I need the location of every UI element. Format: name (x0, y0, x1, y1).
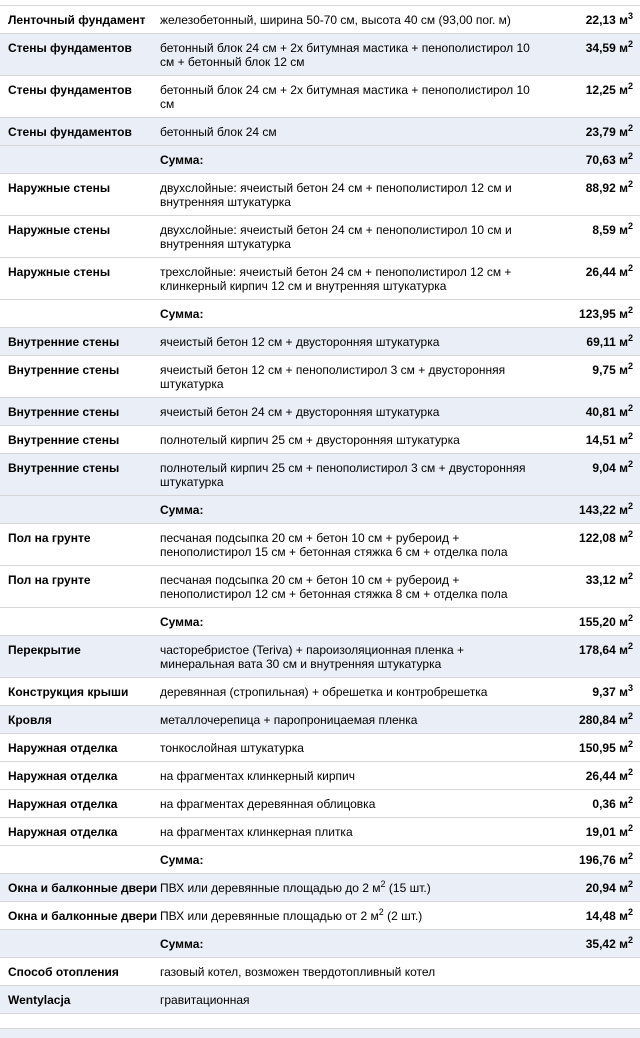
row-description (160, 608, 534, 636)
row-category-label: Стены фундаментов (8, 41, 132, 55)
bottom-spacer (0, 1014, 640, 1029)
row-value-unit: м (619, 685, 628, 699)
table-row (0, 76, 640, 118)
row-value-unit-superscript: 2 (627, 179, 633, 189)
row-value-unit: м (619, 41, 628, 55)
table-row (0, 398, 640, 426)
row-value (534, 34, 640, 76)
row-value-unit-superscript: 2 (627, 739, 633, 749)
row-value-number: 23,79 (585, 125, 620, 139)
row-description (160, 734, 534, 762)
row-value-unit-superscript: 2 (627, 333, 633, 343)
row-value-unit-superscript: 2 (627, 529, 633, 539)
row-value-number: 35,42 (585, 937, 620, 951)
row-description-superscript: 2 (380, 879, 386, 889)
row-value (534, 6, 640, 34)
row-description (160, 356, 534, 398)
row-description-text: бетонный блок 24 см + 2х битумная мастика + пенополистирол 10 см + бетонный блок 12 см (160, 41, 530, 69)
table-row (0, 678, 640, 706)
table-row (0, 258, 640, 300)
table-row (0, 790, 640, 818)
row-description (160, 874, 534, 902)
row-description (160, 76, 534, 118)
row-description-text: бетонный блок 24 см + 2х битумная мастика + пенополистирол 10 см (160, 83, 530, 111)
row-description (160, 986, 534, 1014)
row-category-label (0, 930, 160, 958)
row-value-unit-superscript: 2 (627, 907, 633, 917)
row-value-unit: м (619, 643, 628, 657)
row-value-number: 0,36 (592, 797, 620, 811)
row-description (160, 34, 534, 76)
row-value-unit: м (619, 573, 628, 587)
table-row (0, 118, 640, 146)
row-value (534, 328, 640, 356)
table-row (0, 216, 640, 258)
row-value (534, 76, 640, 118)
row-value-number: 9,75 (592, 363, 620, 377)
row-description-text: на фрагментах клинкерная плитка (160, 825, 353, 839)
row-description-text: ячеистый бетон 12 см + двусторонняя штукатурка (160, 335, 440, 349)
row-value-unit-superscript: 2 (627, 459, 633, 469)
row-category-label (0, 496, 160, 524)
row-category-label: Пол на грунте (8, 531, 91, 545)
row-value-unit: м (619, 769, 628, 783)
row-category-label (0, 846, 160, 874)
row-value-unit: м (619, 181, 628, 195)
table-row (0, 874, 640, 902)
row-value-unit: м (619, 223, 628, 237)
row-description (160, 258, 534, 300)
row-value-unit: м (619, 937, 628, 951)
row-description (160, 706, 534, 734)
row-description-text: Сумма: (160, 853, 204, 867)
row-value (534, 524, 640, 566)
row-description (160, 930, 534, 958)
row-value (534, 636, 640, 678)
row-value (534, 608, 640, 636)
row-category-label: Наружные стены (8, 223, 111, 237)
row-value-unit: м (619, 797, 628, 811)
row-value-number: 70,63 (585, 153, 620, 167)
row-description (160, 524, 534, 566)
row-value-number: 14,51 (585, 433, 620, 447)
row-value-number: 9,37 (592, 685, 620, 699)
row-value (534, 734, 640, 762)
row-value (534, 818, 640, 846)
row-description-text: Сумма: (160, 615, 204, 629)
row-category-label: Наружная отделка (8, 769, 118, 783)
row-description-text: двухслойные: ячеистый бетон 24 см + пенополистирол 10 см и внутренняя штукатурка (160, 223, 512, 251)
row-value-number: 33,12 (585, 573, 620, 587)
row-value-unit-superscript: 2 (627, 823, 633, 833)
row-description (160, 790, 534, 818)
row-description (160, 216, 534, 258)
row-value-number: 14,48 (585, 909, 620, 923)
row-value-number: 88,92 (585, 181, 620, 195)
row-description (160, 566, 534, 608)
table-row (0, 636, 640, 678)
row-category-label: Внутренние стены (8, 335, 120, 349)
row-value-unit-superscript: 2 (627, 613, 633, 623)
row-description (160, 174, 534, 216)
row-description-text: часторебристое (Teriva) + пароизоляционная пленка + минеральная вата 30 см и внутренняя штукатурка (160, 643, 464, 671)
row-category-label: Конструкция крыши (8, 685, 129, 699)
row-value-number: 280,84 (579, 713, 620, 727)
row-description-text: Сумма: (160, 937, 204, 951)
row-category-label: Кровля (8, 713, 52, 727)
row-value-unit: м (619, 853, 628, 867)
row-value-number: 155,20 (579, 615, 620, 629)
row-category-label: Пол на грунте (8, 573, 91, 587)
row-description (160, 454, 534, 496)
row-description (160, 902, 534, 930)
row-description (160, 426, 534, 454)
row-value-number: 26,44 (585, 265, 620, 279)
row-value-number: 22,13 (585, 13, 620, 27)
table-row (0, 6, 640, 34)
row-value (534, 216, 640, 258)
row-value-unit: м (619, 433, 628, 447)
row-description-text: ПВХ или деревянные площадью от 2 м (160, 909, 379, 923)
row-description-text: на фрагментах деревянная облицовка (160, 797, 376, 811)
row-value-unit-superscript: 2 (627, 39, 633, 49)
table-row (0, 174, 640, 216)
table-row (0, 496, 640, 524)
row-description-text: ячеистый бетон 24 см + двусторонняя штукатурка (160, 405, 440, 419)
table-row (0, 930, 640, 958)
row-description-text: газовый котел, возможен твердотопливный котел (160, 965, 436, 979)
table-row (0, 608, 640, 636)
row-category-label: Наружные стены (8, 265, 111, 279)
row-value-number: 122,08 (579, 531, 620, 545)
row-value (534, 496, 640, 524)
row-value (534, 454, 640, 496)
row-category-label: Окна и балконные двери (8, 909, 158, 923)
table-row (0, 706, 640, 734)
table-row (0, 734, 640, 762)
row-value-number: 34,59 (585, 41, 620, 55)
row-description-text: ПВХ или деревянные площадью до 2 м (160, 881, 381, 895)
table-row (0, 426, 640, 454)
row-value (534, 874, 640, 902)
specs-table-body (0, 6, 640, 1014)
row-description-text: на фрагментах клинкерный кирпич (160, 769, 355, 783)
row-value (534, 174, 640, 216)
row-description-suffix: (2 шт.) (383, 909, 423, 923)
row-value (534, 300, 640, 328)
row-value-unit: м (619, 13, 628, 27)
row-value-unit: м (619, 713, 628, 727)
row-category-label (0, 300, 160, 328)
row-value-unit: м (619, 125, 628, 139)
table-row (0, 846, 640, 874)
row-value (534, 566, 640, 608)
row-value (534, 678, 640, 706)
row-description (160, 762, 534, 790)
table-row (0, 300, 640, 328)
table-row (0, 818, 640, 846)
row-value-unit-superscript: 2 (627, 221, 633, 231)
row-value-unit-superscript: 2 (627, 711, 633, 721)
row-description-text: тонкослойная штукатурка (160, 741, 304, 755)
row-description-text: полнотелый кирпич 25 см + двусторонняя штукатурка (160, 433, 460, 447)
row-value-unit-superscript: 3 (627, 683, 633, 693)
row-description-text: полнотелый кирпич 25 см + пенополистирол 3 см + двусторонняя штукатурка (160, 461, 526, 489)
table-row (0, 958, 640, 986)
table-row (0, 762, 640, 790)
row-description-text: Сумма: (160, 153, 204, 167)
row-value-unit: м (619, 741, 628, 755)
row-description (160, 496, 534, 524)
row-description-text: трехслойные: ячеистый бетон 24 см + пенополистирол 12 см + клинкерный кирпич 12 см и внутренняя штукатурка (160, 265, 512, 293)
row-value (534, 958, 640, 986)
row-description (160, 818, 534, 846)
row-value-unit-superscript: 2 (627, 431, 633, 441)
row-category-label: Наружная отделка (8, 797, 118, 811)
row-value-number: 150,95 (579, 741, 620, 755)
row-category-label: Наружная отделка (8, 741, 118, 755)
table-row (0, 356, 640, 398)
row-description-superscript: 2 (378, 907, 384, 917)
row-value-unit: м (619, 461, 628, 475)
row-value-unit-superscript: 2 (627, 81, 633, 91)
row-value (534, 762, 640, 790)
row-value-unit-superscript: 2 (627, 151, 633, 161)
row-value-unit: м (619, 265, 628, 279)
row-value-unit-superscript: 2 (627, 767, 633, 777)
row-description-text: гравитационная (160, 993, 250, 1007)
row-value-unit-superscript: 2 (627, 123, 633, 133)
row-category-label: Перекрытие (8, 643, 81, 657)
row-value (534, 986, 640, 1014)
row-description (160, 958, 534, 986)
row-description (160, 398, 534, 426)
row-category-label: Wentylacja (8, 993, 71, 1007)
row-value-number: 19,01 (585, 825, 620, 839)
row-category-label: Способ отопления (8, 965, 119, 979)
row-description (160, 300, 534, 328)
row-description (160, 678, 534, 706)
row-value-number: 26,44 (585, 769, 620, 783)
row-value (534, 426, 640, 454)
row-value-number: 143,22 (579, 503, 620, 517)
row-value (534, 258, 640, 300)
row-value-unit-superscript: 2 (627, 879, 633, 889)
table-row (0, 986, 640, 1014)
row-value (534, 846, 640, 874)
table-row (0, 566, 640, 608)
row-value-unit: м (619, 503, 628, 517)
row-description-text: песчаная подсыпка 20 см + бетон 10 см + рубероид + пенополистирол 15 см + бетонная стяжка 6 см + отделка пола (160, 531, 508, 559)
row-value-unit-superscript: 2 (627, 263, 633, 273)
row-value-unit: м (619, 909, 628, 923)
row-value-unit-superscript: 2 (627, 361, 633, 371)
row-category-label: Наружная отделка (8, 825, 118, 839)
row-description (160, 846, 534, 874)
row-value-unit-superscript: 2 (627, 571, 633, 581)
row-value-number: 8,59 (592, 223, 620, 237)
table-row (0, 328, 640, 356)
row-value-unit-superscript: 2 (627, 403, 633, 413)
row-value-number: 196,76 (579, 853, 620, 867)
table-row (0, 454, 640, 496)
row-description-text: песчаная подсыпка 20 см + бетон 10 см + рубероид + пенополистирол 12 см + бетонная стяжка 8 см + отделка пола (160, 573, 508, 601)
row-description-text: Сумма: (160, 503, 204, 517)
row-description-text: металлочерепица + паропроницаемая пленка (160, 713, 418, 727)
row-value-unit-superscript: 2 (627, 501, 633, 511)
row-value (534, 146, 640, 174)
row-value-unit-superscript: 2 (627, 851, 633, 861)
row-category-label: Внутренние стены (8, 433, 120, 447)
row-value-unit-superscript: 2 (627, 935, 633, 945)
specs-table (0, 5, 640, 1014)
row-description-text: двухслойные: ячеистый бетон 24 см + пенополистирол 12 см и внутренняя штукатурка (160, 181, 512, 209)
row-value-unit: м (619, 405, 628, 419)
row-value-unit: м (619, 615, 628, 629)
row-description (160, 328, 534, 356)
row-value (534, 706, 640, 734)
row-category-label: Внутренние стены (8, 405, 120, 419)
row-value (534, 790, 640, 818)
row-description-text: деревянная (стропильная) + обрешетка и контробрешетка (160, 685, 488, 699)
row-value (534, 398, 640, 426)
row-category-label (0, 146, 160, 174)
row-description (160, 636, 534, 678)
row-value-unit: м (619, 531, 628, 545)
row-description-text: ячеистый бетон 12 см + пенополистирол 3 см + двусторонняя штукатурка (160, 363, 506, 391)
row-value-unit: м (619, 825, 628, 839)
row-category-label: Окна и балконные двери (8, 881, 158, 895)
row-description (160, 6, 534, 34)
row-value-number: 69,11 (586, 335, 620, 349)
row-category-label: Наружные стены (8, 181, 111, 195)
table-row (0, 524, 640, 566)
row-description-text: железобетонный, ширина 50-70 см, высота 40 см (93,00 пог. м) (160, 13, 511, 27)
row-value (534, 902, 640, 930)
row-value (534, 118, 640, 146)
row-value-unit: м (619, 307, 628, 321)
row-value-number: 178,64 (579, 643, 620, 657)
row-value-number: 123,95 (579, 307, 620, 321)
row-value-number: 9,04 (592, 461, 620, 475)
row-description-text: бетонный блок 24 см (160, 125, 277, 139)
row-description-suffix: (15 шт.) (385, 881, 431, 895)
row-description (160, 146, 534, 174)
row-value (534, 930, 640, 958)
row-description-text: Сумма: (160, 307, 204, 321)
row-value-number: 40,81 (585, 405, 620, 419)
table-row (0, 902, 640, 930)
row-value-unit-superscript: 2 (627, 641, 633, 651)
table-row (0, 146, 640, 174)
row-category-label: Стены фундаментов (8, 83, 132, 97)
row-category-label: Ленточный фундамент (8, 13, 146, 27)
row-value (534, 356, 640, 398)
table-row (0, 34, 640, 76)
row-value-unit-superscript: 2 (627, 305, 633, 315)
row-value-number: 12,25 (585, 83, 620, 97)
row-category-label: Внутренние стены (8, 461, 120, 475)
row-value-unit: м (619, 335, 628, 349)
next-section-partial-row (0, 1029, 640, 1038)
row-value-unit: м (619, 363, 628, 377)
row-value-unit: м (619, 153, 628, 167)
row-category-label: Внутренние стены (8, 363, 120, 377)
row-category-label: Стены фундаментов (8, 125, 132, 139)
row-value-unit-superscript: 3 (627, 11, 633, 21)
row-value-number: 20,94 (585, 881, 620, 895)
row-category-label (0, 608, 160, 636)
row-value-unit: м (619, 83, 628, 97)
row-value-unit: м (619, 881, 628, 895)
row-value-unit-superscript: 2 (627, 795, 633, 805)
row-description (160, 118, 534, 146)
